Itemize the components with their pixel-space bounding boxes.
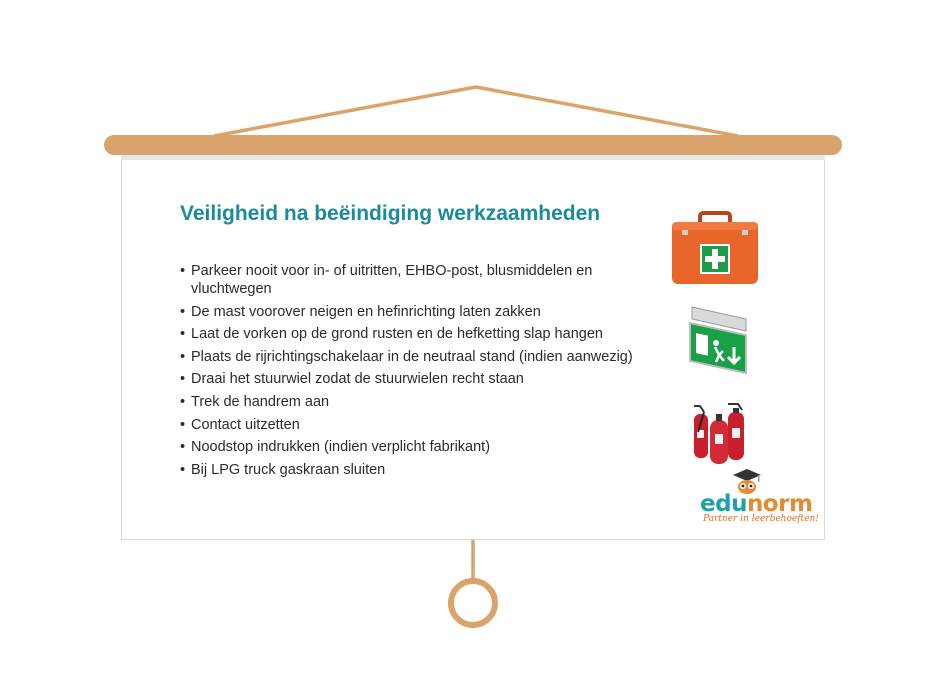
first-aid-kit-icon (670, 210, 760, 290)
list-item: • Laat de vorken op de grond rusten en de hefketting slap hangen (180, 325, 660, 343)
list-item: • Trek de handrem aan (180, 393, 660, 411)
list-item: • Draai het stuurwiel zodat de stuurwielen recht staan (180, 370, 660, 388)
emergency-exit-sign-icon (686, 305, 750, 375)
list-item: • Contact uitzetten (180, 416, 660, 434)
fire-extinguishers-icon (688, 402, 758, 466)
logo-part-edu: edu (700, 491, 747, 517)
safety-rules-list (180, 262, 660, 483)
logo-part-norm: norm (746, 491, 813, 517)
list-item: • Plaats de rijrichtingschakelaar in de neutraal stand (indien aanwezig) (180, 348, 660, 366)
slide-title: Veiligheid na beëindiging werkzaamheden (180, 202, 601, 225)
list-item: • Noodstop indrukken (indien verplicht fabrikant) (180, 438, 660, 456)
logo-tagline: Partner in leerbehoeften! (703, 514, 819, 524)
list-item: • De mast voorover neigen en hefinrichting laten zakken (180, 303, 660, 321)
list-item: • Parkeer nooit voor in- of uitritten, EHBO-post, blusmiddelen en vluchtwegen (180, 262, 660, 298)
list-item: • Bij LPG truck gaskraan sluiten (180, 461, 660, 479)
